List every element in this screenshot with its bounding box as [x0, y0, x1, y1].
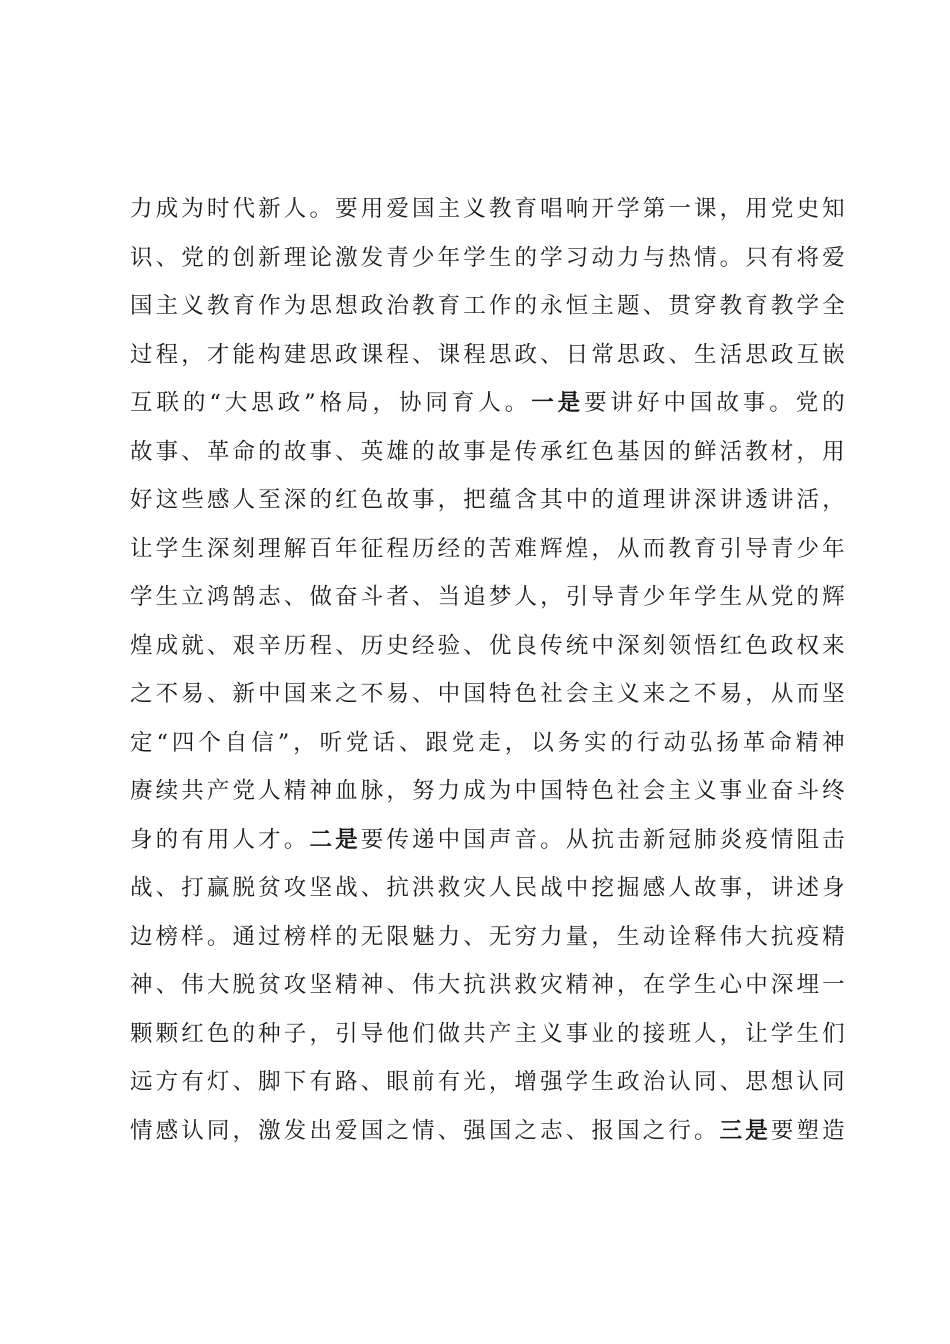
- text-segment: 国主义教育作为思想政治教育工作的永恒主题、贯穿教育教学全: [130, 293, 845, 319]
- text-segment: 之不易、新中国来之不易、中国特色社会主义来之不易，从而坚: [130, 681, 845, 707]
- text-segment: 故事、革命的故事、英雄的故事是传承红色基因的鲜活教材，用: [130, 438, 845, 465]
- text-segment: 煌成就、艰辛历程、历史经验、优良传统中深刻领悟红色政权来: [130, 632, 845, 659]
- text-line: [130, 379, 845, 428]
- text-segment: 边榜样。通过榜样的无限魅力、无穷力量，生动诠释伟大抗疫精: [130, 923, 845, 950]
- text-segment: 好这些感人至深的红色故事，把蕴含其中的道理讲深讲透讲活，: [130, 487, 845, 513]
- text-line: [130, 282, 845, 331]
- text-segment: 要讲好中国故事。党的: [584, 390, 846, 416]
- text-line: [130, 331, 845, 380]
- text-line: [130, 767, 845, 816]
- text-line: [130, 234, 845, 283]
- text-segment: 力成为时代新人。要用爱国主义教育唱响开学第一课，用党史知: [130, 196, 845, 222]
- text-segment: 学生立鸿鹄志、做奋斗者、当追梦人，引导青少年学生从党的辉: [130, 584, 845, 610]
- text-line: [130, 719, 845, 768]
- text-line: [130, 913, 845, 962]
- text-segment: 远方有灯、脚下有路、眼前有光，增强学生政治认同、思想认同: [130, 1069, 845, 1095]
- text-segment: 识、党的创新理论激发青少年学生的学习动力与热情。只有将爱: [130, 244, 845, 271]
- text-line: [130, 525, 845, 574]
- text-segment: 要传递中国声音。从抗击新冠肺炎疫情阻击: [360, 826, 846, 853]
- bold-text-segment: 一是: [531, 390, 585, 416]
- text-line: [130, 961, 845, 1010]
- bold-text-segment: 三是: [719, 1117, 771, 1144]
- text-segment: 战、打赢脱贫攻坚战、抗洪救灾人民战中挖掘感人故事，讲述身: [130, 875, 845, 901]
- text-line: [130, 864, 845, 913]
- text-line: [130, 185, 845, 234]
- text-segment: 身的有用人才。: [130, 826, 310, 853]
- text-line: [130, 428, 845, 477]
- text-segment: 让学生深刻理解百年征程历经的苦难辉煌，从而教育引导青少年: [130, 535, 845, 562]
- text-line: [130, 622, 845, 671]
- text-line: [130, 573, 845, 622]
- text-line: [130, 1010, 845, 1059]
- text-line: [130, 1058, 845, 1107]
- text-segment: 情感认同，激发出爱国之情、强国之志、报国之行。: [130, 1117, 720, 1144]
- text-line: [130, 816, 845, 865]
- text-segment: 互联的“大思政”格局，协同育人。: [130, 390, 532, 416]
- text-line: [130, 476, 845, 525]
- bold-text-segment: 二是: [309, 826, 361, 853]
- text-segment: 赓续共产党人精神血脉，努力成为中国特色社会主义事业奋斗终: [130, 778, 845, 804]
- text-segment: 颗颗红色的种子，引导他们做共产主义事业的接班人，让学生们: [130, 1020, 845, 1047]
- text-line: [130, 670, 845, 719]
- text-segment: 神、伟大脱贫攻坚精神、伟大抗洪救灾精神，在学生心中深埋一: [130, 972, 845, 998]
- body-paragraph: [130, 185, 845, 1155]
- text-line: [130, 1107, 845, 1156]
- text-segment: 过程，才能构建思政课程、课程思政、日常思政、生活思政互嵌: [130, 341, 845, 368]
- text-segment: 定“四个自信”，听党话、跟党走，以务实的行动弘扬革命精神: [130, 729, 845, 756]
- text-segment: 要塑造: [770, 1117, 845, 1144]
